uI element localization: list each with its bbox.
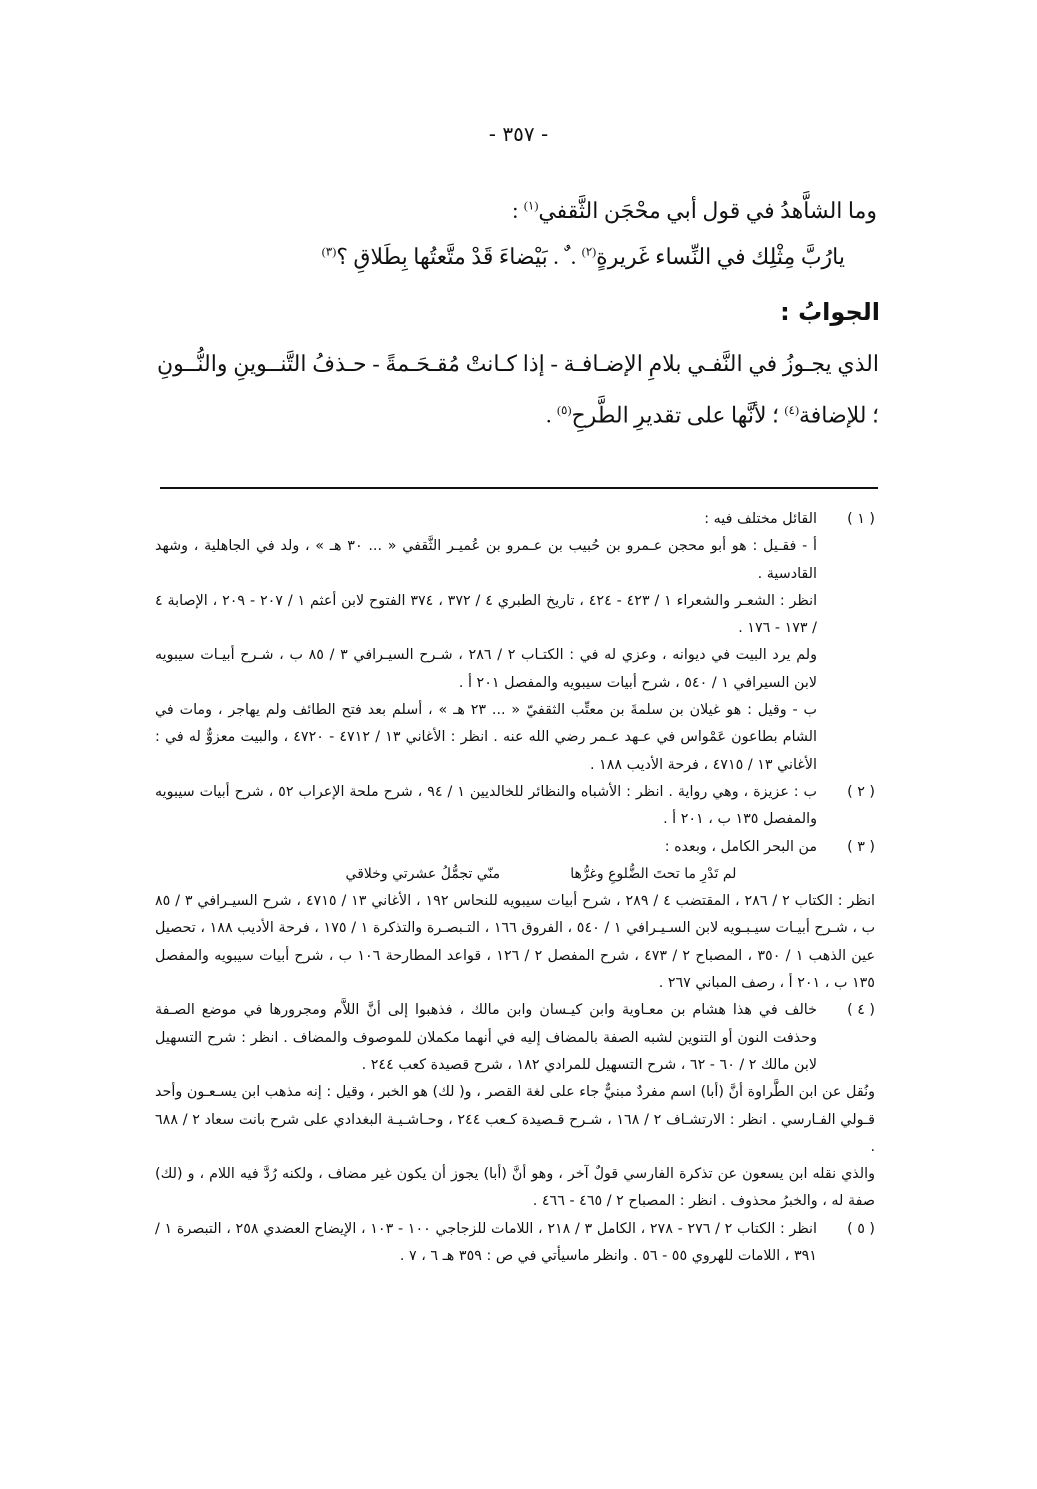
footnote-body <box>155 1079 875 1215</box>
footnote-body <box>155 1216 817 1271</box>
footnote-number: ( ٥ ) <box>847 1220 875 1237</box>
footnote-body <box>155 506 817 779</box>
answer-text-part1: الذي يجـوزُ في النَّفـي بلامِ الإضـافـة - إذا كـانتْ مُقـحَـمةً - حـذفُ التَّنــوينِ والنُّــونِ ؛ للإضافة <box>157 351 879 428</box>
page-number: - ٣٥٧ - <box>488 122 549 146</box>
cited-verse-second: منّي تجمُّلُ عشرتي وخلاقي <box>345 865 501 882</box>
footnote-paragraph: خالف في هذا هشام بن معـاوية وابن كيـسان وابن مالك ، فذهبوا إلى أنَّ اللاَّم ومجرورها في موضع الصـفة وحذفت النون أو التنوين لشبه الصفة بالمضاف إليه في أنهما مكملان للموصوف والمضاف . انظر : شرح التسهيل لابن مالك ٢ / ٦٠ - ٦٢ ، شرح التسهيل للمرادي ١٨٢ ، شرح قصيدة كعب ٢٤٤ . <box>155 1002 817 1073</box>
question-text: وما الشاَّهدُ في قول أبي محْجَن الثَّقفي <box>538 198 877 223</box>
footnote-body <box>155 834 817 889</box>
footnote-paragraph: انظر : الكتاب ٢ / ٢٨٦ ، المقتضب ٤ / ٢٨٩ ، شرح أبيات سيبويه للنحاس ١٩٢ ، الأغاني ١٣ / ٤٧١٥ ، شرح السيـرافي ٣ / ٨٥ ب ، شـرح أبيـات سيـبـويه لابن السـيـرافي ١ / ٥٤٠ ، الفروق ١٦٦ ، التـبصـرة والتذكرة ١ / ١٧٥ ، فرحة الأديب ١٨٨ ، تحصيل عين الذهب ١ / ٣٥٠ ، المصباح ٢ / ٤٧٣ ، شرح المفصل ٢ / ١٢٦ ، قواعد المطارحة ١٠٦ ب ، شرح أبيات سيبويه والمفصل ١٣٥ ب ، ٢٠١ أ ، رصف المباني ٢٦٧ . <box>155 893 876 992</box>
footnote-ref-3: (٣) <box>321 244 337 259</box>
footnote-ref-2: (٢) <box>581 244 597 259</box>
footnote-paragraph: القائل مختلف فيه : <box>704 511 817 527</box>
answer-heading: الجوابُ : <box>780 298 880 326</box>
footnote-ref-5: (٥) <box>557 403 572 417</box>
footnote-paragraph: ولم يرد البيت في ديوانه ، وعزي له في : الكتـاب ٢ / ٢٨٦ ، شـرح السيـرافي ٣ / ٨٥ ب ، شـرح أبيـات سيبويه لابن السيرافي ١ / ٥٤٠ ، شرح أبيات سيبويه والمفصل ٢٠١ أ . <box>155 647 818 691</box>
question-tail: : <box>512 198 524 223</box>
footnote-number: ( ١ ) <box>847 511 875 527</box>
verse-separator: . ٌ . <box>547 244 582 269</box>
footnote-body <box>155 997 817 1079</box>
footnote-number: ( ٢ ) <box>847 783 875 800</box>
answer-paragraph <box>157 341 879 438</box>
poem-verse <box>322 244 845 270</box>
footnote-4-continued <box>155 1079 875 1215</box>
footnote-number: ( ٤ ) <box>847 1002 875 1019</box>
question-line <box>512 198 877 224</box>
footnote-separator <box>160 487 878 489</box>
footnote-3 <box>155 834 875 889</box>
answer-text-part2: ؛ لأنَّها على تقديرِ الطَّرحِ <box>571 402 785 428</box>
footnote-number: ( ٣ ) <box>847 838 875 855</box>
footnote-ref-1: (١) <box>523 198 539 213</box>
cited-verse-first: لم تَدْرِ ما تحتَ الضُّلوعِ وغرُّها <box>570 865 737 882</box>
footnote-paragraph: انظر : الكتاب ٢ / ٢٧٦ - ٢٧٨ ، الكامل ٣ / ٢١٨ ، اللامات للزجاجي ١٠٠ - ١٠٣ ، الإيضاح العضدي ٢٥٨ ، التبصرة ١ / ٣٩١ ، اللامات للهروي ٥٥ - ٥٦ . وانظر ماسيأتي في ص : ٣٥٩ هـ ٦ ، ٧ . <box>155 1220 818 1265</box>
footnote-paragraph: ب - وقيل : هو غيلان بن سلمةَ بن معتِّب الثقفيّ « ... ٢٣ هـ » ، أسلم بعد فتح الطائف ولم يهاجر ، ومات في الشام بطاعون عَمْواس في عـهد عـمر رضي الله عنه . انظر : الأغاني ١٣ / ٤٧١٢ - ٤٧٢٠ ، والبيت معزوٌّ له في : الأغاني ١٣ / ٤٧١٥ ، فرحة الأديب ١٨٨ . <box>155 702 818 773</box>
footnote-body <box>155 888 875 997</box>
footnote-1 <box>155 506 875 779</box>
footnote-ref-4: (٤) <box>784 403 799 417</box>
cited-verse <box>155 861 817 888</box>
footnote-paragraph: ونُقل عن ابن الطَّراوة أنَّ (أبا) اسم مفردٌ مبنيٌّ جاء على لغة القصر ، و( لك) هو الخبر ، وقيل : إنه مذهب ابن يسـعـون وأحد قـولي الفـارسي . انظر : الارتشـاف ٢ / ١٦٨ ، شـرح قـصيدة كـعب ٢٤٤ ، وحـاشـيـة البغدادي على شرح بانت سعاد ٢ / ٦٨٨ . <box>155 1084 875 1155</box>
footnote-paragraph: انظر : الشعـر والشعراء ١ / ٤٢٣ - ٤٢٤ ، تاريخ الطبري ٤ / ٣٧٢ ، ٣٧٤ الفتوح لابن أعثم ١ / ٢٠٧ - ٢٠٩ ، الإصابة ٤ / ١٧٣ - ١٧٦ . <box>155 592 818 637</box>
footnote-paragraph: من البحر الكامل ، وبعده : <box>664 838 817 855</box>
footnote-5 <box>155 1216 875 1271</box>
verse-first-hemistich: يارُبَّ مِثْلِك في النِّساء غَريرةٍ <box>596 244 845 269</box>
answer-text-part3: . <box>546 402 558 428</box>
footnotes <box>155 506 875 1270</box>
footnote-3-continued <box>155 888 875 997</box>
footnote-body <box>155 779 817 834</box>
footnote-4 <box>155 997 875 1079</box>
footnote-paragraph: أ - فقـيل : هو أبو محجن عـمرو بن حُبيب بن عـمرو بن عُميـر الثَّقفي « ... ٣٠ هـ » ، ولد في الجاهلية ، وشهد القادسية . <box>155 538 817 582</box>
footnote-paragraph: والذي نقله ابن يسعون عن تذكرة الفارسي قولٌ آخر ، وهو أنَّ (أبا) يجوز أن يكون غير مضاف ، ولكنه رُدَّ فيه اللام ، و (لك) صفة له ، والخبرُ محذوف . انظر : المصباح ٢ / ٤٦٥ - ٤٦٦ . <box>155 1166 875 1210</box>
verse-second-hemistich: بَيْضاءَ قَدْ متَّعتُها بِطَلاقِ ؟ <box>336 244 548 269</box>
footnote-paragraph: ب : عزيزة ، وهي رواية . انظر : الأشباه والنظائر للخالديين ١ / ٩٤ ، شرح ملحة الإعراب ٥٢ ، شرح أبيات سيبويه والمفصل ١٣٥ ب ، ٢٠١ أ . <box>155 783 817 828</box>
footnote-2 <box>155 779 875 834</box>
